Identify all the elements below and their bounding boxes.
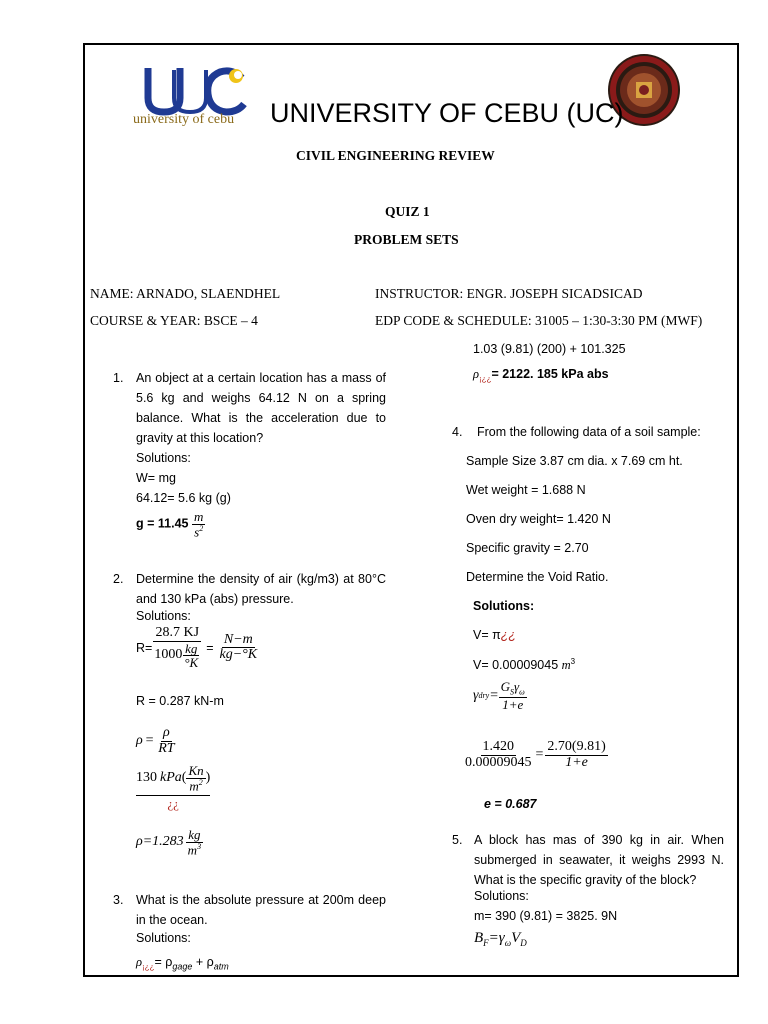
- r-f1-den: 1000 $\frac{kg}{^\circ K}$: [154, 640, 199, 671]
- logo-caption: university of cebu: [133, 112, 235, 127]
- problem-1-line-2: 64.12= 5.6 kg (g): [136, 491, 231, 505]
- problem-2-solutions: Solutions:: [136, 609, 191, 623]
- r-fraction-2: $\frac{N-m}{kg-^\circ K}$: [219, 631, 258, 663]
- problem-3-text: What is the absolute pressure at 200m deep in the ocean.: [136, 893, 386, 927]
- quiz-title: QUIZ 1: [385, 204, 430, 219]
- problem-5-text: A block has mas of 390 kg in air. When submerged in seawater, it weighs 2993 N. What is the specific gravity of the block?: [474, 833, 724, 887]
- university-title: UNIVERSITY OF CEBU (UC): [270, 98, 624, 128]
- problem-5-solutions: Solutions:: [474, 889, 529, 903]
- problem-5-line-1: m= 390 (9.81) = 3825. 9N: [474, 909, 618, 923]
- problem-3-number: 3.: [113, 893, 124, 907]
- problem-1-number: 1.: [113, 371, 124, 385]
- instructor: INSTRUCTOR: ENGR. JOSEPH SICADSICAD: [375, 286, 643, 301]
- problem-1-solutions: Solutions:: [136, 451, 191, 465]
- unit-num: m: [193, 509, 204, 524]
- r-label: R=: [136, 640, 153, 655]
- unit-fraction: [192, 510, 205, 539]
- pressure-den-glyph: ¿¿: [167, 795, 179, 811]
- problem-4-text: From the following data of a soil sample:: [477, 425, 701, 439]
- problem-2-pressure-fraction: 130 kPa ( $\frac{Kn}{m^2}$ ) ¿¿: [136, 763, 211, 811]
- answer-value: g = 11.45: [136, 516, 189, 531]
- problem-4-volume-2: V= 0.00009045 $m^3$: [473, 657, 576, 673]
- problem-1-text: An object at a certain location has a mass of 5.6 kg and weighs 64.12 N on a spring balance. What is the acceleration due to gravity at this location?: [136, 371, 386, 445]
- problem-4-data-4: Specific gravity = 2.70: [466, 541, 589, 555]
- problem-3-formula: $\rho_{¡¿¿}= \rho_{gage} + \rho_{atm}$: [136, 955, 229, 972]
- problem-1-line-1: W= mg: [136, 471, 176, 485]
- problem-4-dry-unit-weight: γ dry = $\frac{G_S\gamma_\omega}{1+e}$: [473, 679, 525, 712]
- edp-schedule: EDP CODE & SCHEDULE: 31005 – 1:30-3:30 PM (MWF): [375, 313, 703, 328]
- problem-2-r-value: R = 0.287 kN-m: [136, 694, 224, 708]
- problem-3-answer: $\rho_{¡¿¿}= 2122$. 185 kPa abs: [473, 367, 609, 384]
- unit-den: $s^2$: [194, 523, 204, 539]
- problem-2-r-formula: [136, 626, 259, 670]
- problem-4-equation: $\frac{1.420}{0.00009045}$ = $\frac{2.70(9.81)}{1+e}$: [465, 739, 606, 770]
- problem-sets-title: PROBLEM SETS: [354, 232, 459, 247]
- problem-1-answer: [136, 510, 205, 539]
- r-f1-num: 28.7 KJ: [155, 625, 200, 640]
- problem-3-line-1: 1.03 (9.81) (200) + 101.325: [473, 342, 626, 356]
- course-title: CIVIL ENGINEERING REVIEW: [296, 148, 495, 163]
- problem-4-data-2: Wet weight = 1.688 N: [466, 483, 586, 497]
- problem-3-solutions: Solutions:: [136, 931, 191, 945]
- course-year: COURSE & YEAR: BSCE – 4: [90, 313, 258, 328]
- problem-4-volume-1: V= π¿¿: [473, 628, 517, 642]
- problem-4-data-5: Determine the Void Ratio.: [466, 570, 609, 584]
- problem-4-data-1: Sample Size 3.87 cm dia. x 7.69 cm ht.: [466, 454, 683, 468]
- student-name: NAME: ARNADO, SLAENDHEL: [90, 286, 281, 301]
- problem-2-number: 2.: [113, 572, 124, 586]
- problem-4-answer: e = 0.687: [484, 797, 537, 811]
- problem-2-rho-formula: ρ = $\frac{\rho}{RT}$: [136, 725, 175, 756]
- problem-4-number: 4.: [452, 425, 463, 439]
- problem-5-buoyancy: $B_F=\gamma_\omega V_D$: [474, 930, 527, 948]
- r-equals: =: [206, 640, 214, 655]
- problem-5-number: 5.: [452, 833, 463, 847]
- problem-4-solutions: Solutions:: [473, 599, 535, 613]
- problem-4-data-3: Oven dry weight= 1.420 N: [466, 512, 611, 526]
- problem-2-text: Determine the density of air (kg/m3) at 80°C and 130 kPa (abs) pressure.: [136, 572, 386, 606]
- problem-2-answer: ρ=1.283 $\frac{kg}{m^3}$: [136, 827, 202, 857]
- r-fraction-1: [152, 626, 202, 670]
